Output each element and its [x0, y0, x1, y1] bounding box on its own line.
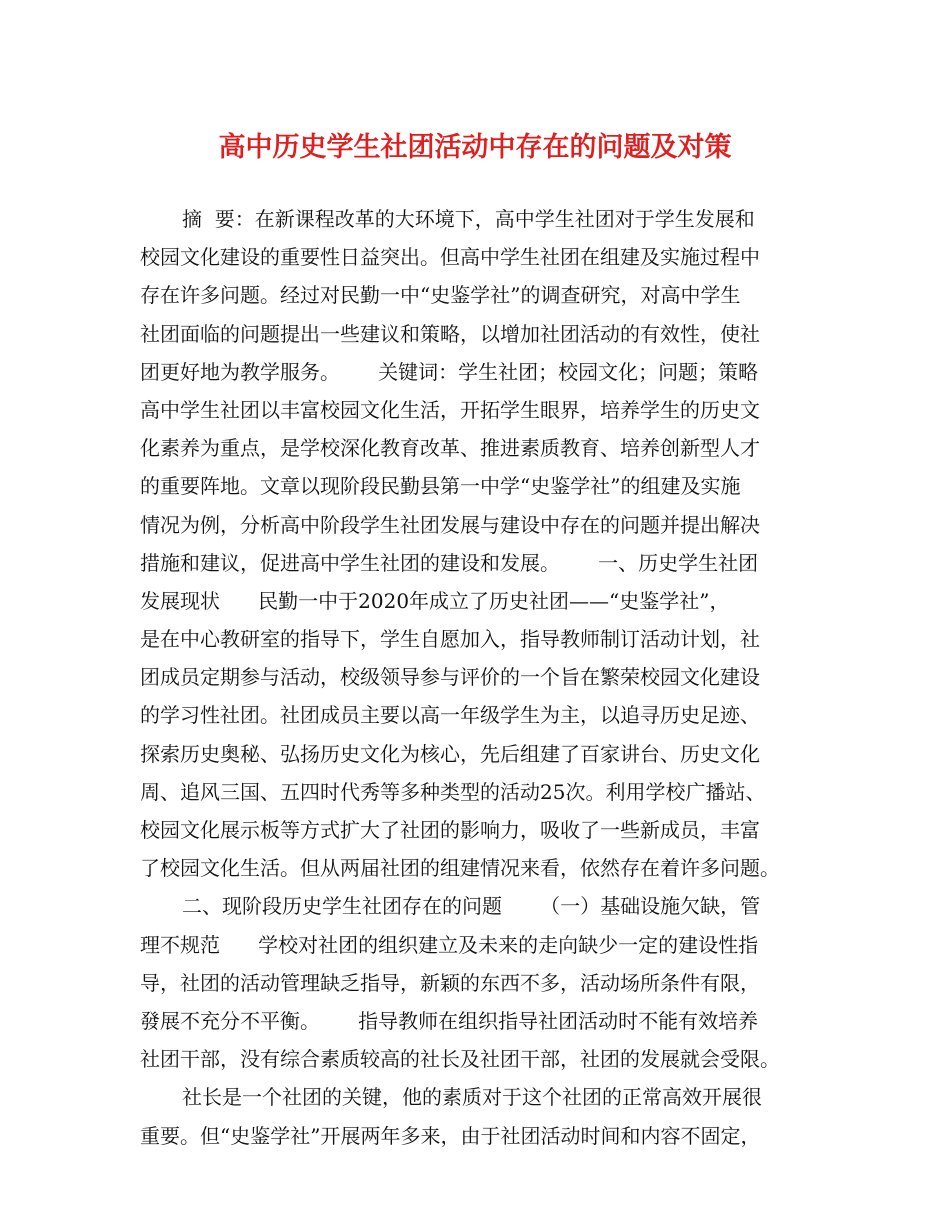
body-line-24: 社长是一个社团的关键，他的素质对于这个社团的正常高效开展很	[182, 1085, 762, 1110]
body-line-16: 周、追风三国、五四时代秀等多种类型的活动25次。利用学校广播站、	[140, 779, 766, 804]
body-line-12: 是在中心教研室的指导下，学生自愿加入，指导教师制订活动计划，社	[140, 627, 760, 652]
body-line-19: 二、现阶段历史学生社团存在的问题 （一）基础设施欠缺，管	[182, 894, 761, 919]
body-line-7: 化素养为重点，是学校深化教育改革、推进素质教育、培养创新型人才	[140, 436, 760, 461]
body-line-5: 团更好地为教学服务。 关键词：学生社团；校园文化；问题；策略	[140, 359, 759, 384]
body-line-2: 校园文化建设的重要性日益突出。但高中学生社团在组建及实施过程中	[140, 245, 760, 270]
document-title: 高中历史学生社团活动中存在的问题及对策	[218, 132, 732, 163]
document-body	[140, 200, 830, 1155]
body-line-13: 团成员定期参与活动，校级领导参与评价的一个旨在繁荣校园文化建设	[140, 665, 760, 690]
body-line-17: 校园文化展示板等方式扩大了社团的影响力，吸收了一些新成员，丰富	[140, 818, 760, 842]
body-line-15: 探索历史奥秘、弘扬历史文化为核心，先后组建了百家讲台、历史文化	[140, 741, 760, 766]
body-line-25: 重要。但“史鉴学社”开展两年多来，由于社团活动时间和内容不固定，	[140, 1123, 761, 1148]
body-line-8: 的重要阵地。文章以现阶段民勤县第一中学“史鉴学社”的组建及实施	[140, 474, 741, 499]
body-line-10: 措施和建议，促进高中学生社团的建设和发展。 一、历史学生社团	[140, 550, 759, 575]
body-line-3: 存在许多问题。经过对民勤一中“史鉴学社”的调查研究，对高中学生	[140, 283, 741, 308]
body-line-22: 發展不充分不平衡。 指导教师在组织指导社团活动时不能有效培养	[140, 1008, 759, 1033]
body-line-18: 了校园文化生活。但从两届社团的组建情况来看，依然存在着许多问题。	[140, 856, 780, 881]
body-line-20: 理不规范 学校对社团的组织建立及未来的走向缺少一定的建设性指	[140, 932, 759, 957]
body-line-9: 情况为例，分析高中阶段学生社团发展与建设中存在的问题并提出解决	[140, 512, 760, 537]
body-line-11: 发展现状 民勤一中于2020年成立了历史社团——“史鉴学社”，	[140, 588, 730, 613]
body-line-1: 摘 要：在新课程改革的大环境下，高中学生社团对于学生发展和	[182, 207, 755, 231]
body-line-6: 高中学生社团以丰富校园文化生活，开拓学生眼界，培养学生的历史文	[140, 397, 760, 422]
body-line-4: 社团面临的问题提出一些建议和策略，以增加社团活动的有效性，使社	[140, 321, 760, 346]
body-line-23: 社团干部，没有综合素质较高的社长及社团干部，社团的发展就会受限。	[140, 1047, 780, 1072]
body-line-21: 导，社团的活动管理缺乏指导，新颖的东西不多，活动场所条件有限，	[140, 970, 760, 995]
body-line-14: 的学习性社团。社团成员主要以高一年级学生为主，以追寻历史足迹、	[140, 703, 760, 728]
